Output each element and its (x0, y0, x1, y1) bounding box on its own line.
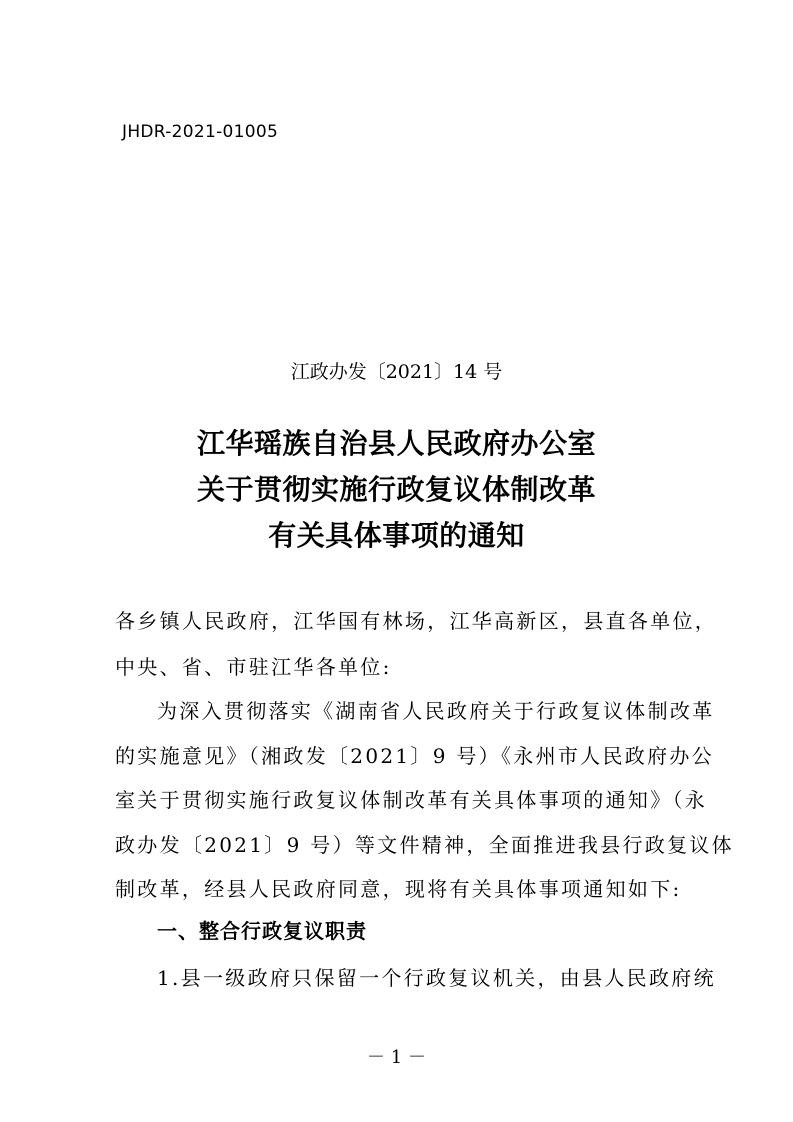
section-first-line: 1.县一级政府只保留一个行政复议机关，由县人民政府统 (157, 966, 716, 990)
document-code: JHDR-2021-01005 (122, 122, 279, 142)
body-paragraph-line-1: 为深入贯彻落实《湖南省人民政府关于行政复议体制改革 (157, 699, 715, 723)
body-paragraph-line-3: 室关于贯彻实施行政复议体制改革有关具体事项的通知》（永 (115, 788, 708, 812)
document-number: 江政办发〔2021〕14 号 (290, 361, 503, 383)
document-title-line-1: 江华瑶族自治县人民政府办公室 (196, 427, 596, 460)
addressee-line-2: 中央、省、市驻江华各单位: (115, 655, 392, 679)
document-title-line-3: 有关具体事项的通知 (268, 519, 525, 552)
body-paragraph-line-4: 政办发〔2021〕9 号）等文件精神，全面推进我县行政复议体 (115, 833, 734, 857)
page-number: － 1 － (367, 1047, 426, 1068)
document-title-line-2: 关于贯彻实施行政复议体制改革 (196, 473, 596, 506)
body-paragraph-line-5: 制改革，经县人民政府同意，现将有关具体事项通知如下: (115, 877, 682, 901)
addressee-line-1: 各乡镇人民政府，江华国有林场，江华高新区，县直各单位， (115, 609, 718, 633)
body-paragraph-line-2: 的实施意见》（湘政发〔2021〕9 号）《永州市人民政府办公 (115, 744, 714, 768)
section-heading: 一、整合行政复议职责 (157, 919, 367, 943)
